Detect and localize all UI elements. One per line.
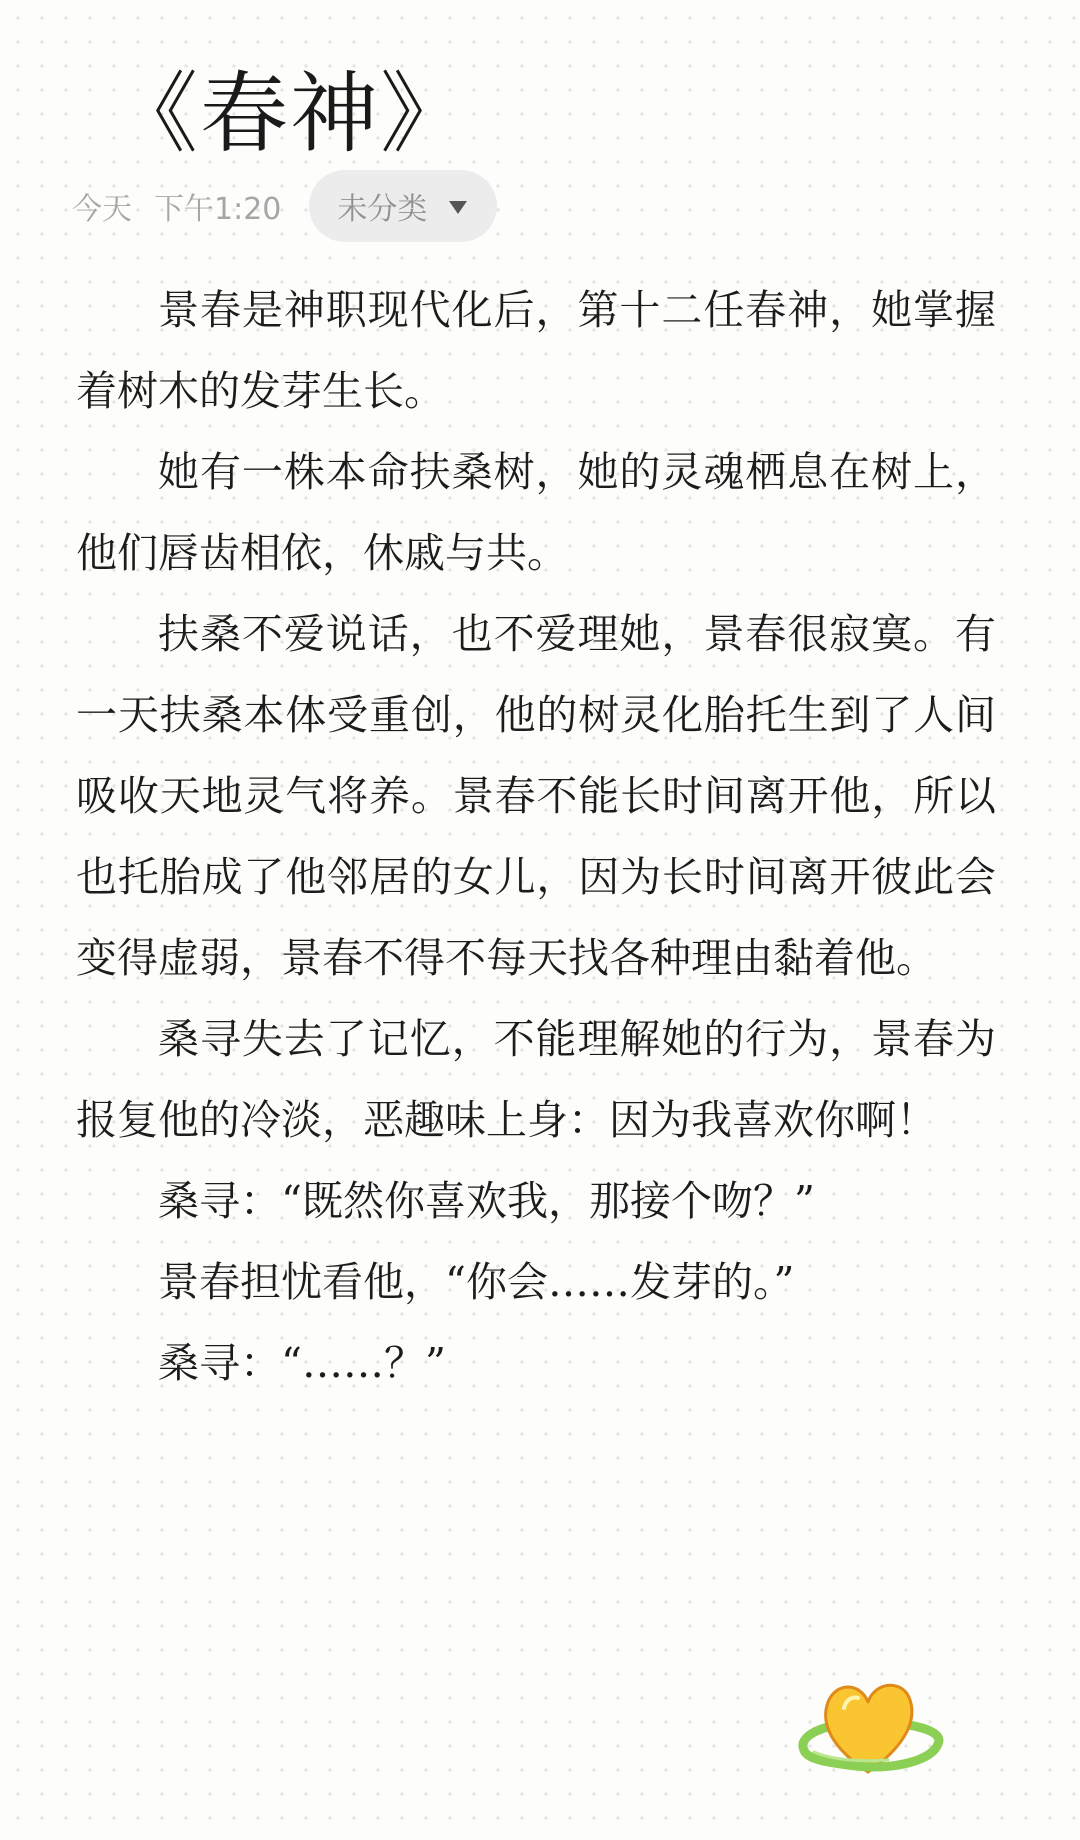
note-title[interactable]: 《春神》 <box>110 62 471 165</box>
paragraph: 她有一株本命扶桑树，她的灵魂栖息在树上，他们唇齿相依，休戚与共。 <box>76 448 996 577</box>
note-time: 下午1:20 <box>154 192 282 227</box>
caret-down-icon <box>449 201 467 214</box>
paragraph: 景春是神职现代化后，第十二任春神，她掌握着树木的发芽生长。 <box>76 286 996 415</box>
heart-ring-sticker-icon <box>792 1668 944 1780</box>
category-label: 未分类 <box>337 192 428 227</box>
paragraph: 桑寻失去了记忆，不能理解她的行为，景春为报复他的冷淡，恶趣味上身：因为我喜欢你啊！ <box>76 1015 996 1144</box>
paragraph: 景春担忧看他，“你会……发芽的。” <box>158 1258 795 1306</box>
paragraph: 桑寻：“……？” <box>158 1339 446 1387</box>
note-body[interactable] <box>76 270 996 1404</box>
note-date: 今天 <box>72 192 132 227</box>
paragraph: 桑寻：“既然你喜欢我，那接个吻？” <box>158 1177 815 1225</box>
category-dropdown[interactable] <box>309 170 497 242</box>
note-meta <box>72 170 497 242</box>
paragraph: 扶桑不爱说话，也不爱理她，景春很寂寞。有一天扶桑本体受重创，他的树灵化胎托生到了人间吸收天地灵气将养。景春不能长时间离开他，所以也托胎成了他邻居的女儿，因为长时间离开彼此会变得虚弱，景春不得不每天找各种理由黏着他。 <box>76 610 996 982</box>
